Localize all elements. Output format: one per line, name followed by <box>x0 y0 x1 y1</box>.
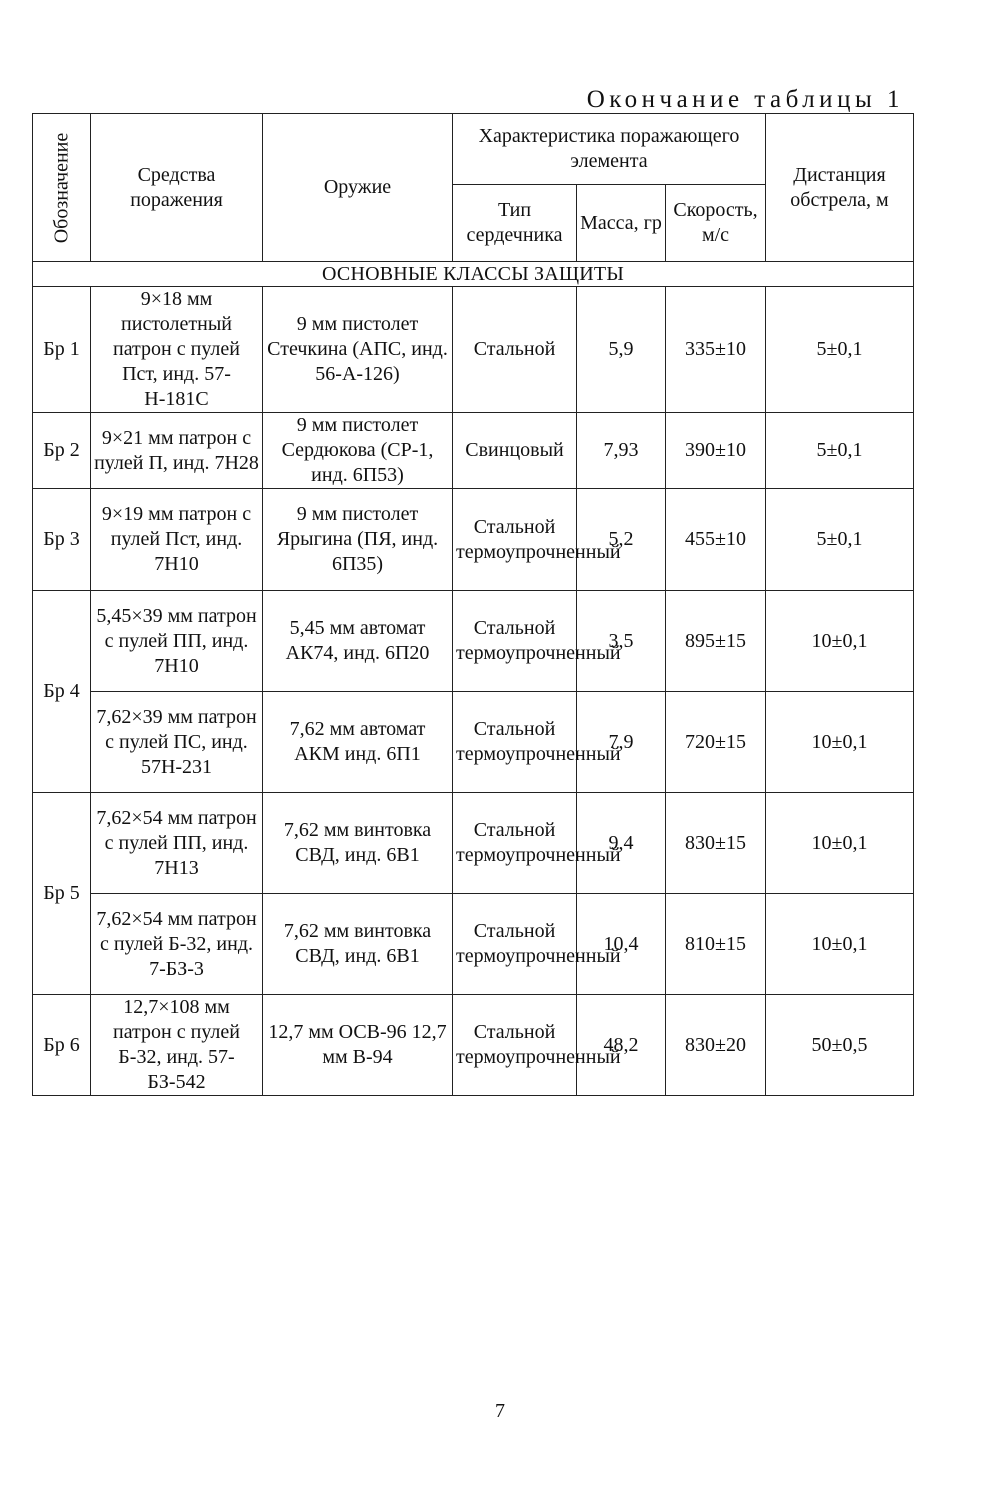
weapon-cell: 5,45 мм автомат АК74, инд. 6П20 <box>263 591 453 692</box>
page-number: 7 <box>495 1400 505 1422</box>
weapon-cell: 9 мм пистолет Стечкина (АПС, инд. 56-А-126) <box>263 287 453 413</box>
distance-cell: 10±0,1 <box>766 692 914 793</box>
core-cell: Стальной термоупрочненный <box>453 489 577 591</box>
speed-cell: 720±15 <box>666 692 766 793</box>
core-cell: Стальной термоупрочненный <box>453 692 577 793</box>
mass-cell: 48,2 <box>577 995 666 1096</box>
class-cell: Бр 1 <box>33 287 91 413</box>
core-cell: Стальной термоупрочненный <box>453 995 577 1096</box>
speed-cell: 455±10 <box>666 489 766 591</box>
table-row <box>33 995 914 1096</box>
table-row <box>33 413 914 489</box>
speed-cell: 810±15 <box>666 894 766 995</box>
mass-cell: 9,4 <box>577 793 666 894</box>
core-cell: Стальной <box>453 287 577 413</box>
header-designation: Обозначение <box>33 114 91 262</box>
class-cell: Бр 6 <box>33 995 91 1096</box>
header-core-type: Тип сердечника <box>453 185 577 262</box>
class-cell: Бр 4 <box>33 591 91 793</box>
means-cell: 7,62×54 мм патрон с пулей ПП, инд. 7Н13 <box>91 793 263 894</box>
means-cell: 5,45×39 мм патрон с пулей ПП, инд. 7Н10 <box>91 591 263 692</box>
table-row <box>33 591 914 692</box>
means-cell: 7,62×54 мм патрон с пулей Б-32, инд. 7-БЗ-3 <box>91 894 263 995</box>
speed-cell: 895±15 <box>666 591 766 692</box>
means-cell: 7,62×39 мм патрон с пулей ПС, инд. 57Н-231 <box>91 692 263 793</box>
mass-cell: 5,2 <box>577 489 666 591</box>
speed-cell: 830±20 <box>666 995 766 1096</box>
speed-cell: 830±15 <box>666 793 766 894</box>
table-row <box>33 489 914 591</box>
weapon-cell: 7,62 мм винтовка СВД, инд. 6В1 <box>263 793 453 894</box>
header-speed: Скорость, м/с <box>666 185 766 262</box>
table-caption: Окончание таблицы 1 <box>586 86 904 113</box>
table-row <box>33 692 914 793</box>
class-cell: Бр 3 <box>33 489 91 591</box>
header-mass: Масса, гр <box>577 185 666 262</box>
speed-cell: 335±10 <box>666 287 766 413</box>
header-weapon: Оружие <box>263 114 453 262</box>
means-cell: 9×21 мм патрон с пулей П, инд. 7Н28 <box>91 413 263 489</box>
distance-cell: 10±0,1 <box>766 793 914 894</box>
table-row <box>33 793 914 894</box>
mass-cell: 7,93 <box>577 413 666 489</box>
mass-cell: 10,4 <box>577 894 666 995</box>
mass-cell: 5,9 <box>577 287 666 413</box>
speed-cell: 390±10 <box>666 413 766 489</box>
table-row <box>33 287 914 413</box>
mass-cell: 7,9 <box>577 692 666 793</box>
section-title: ОСНОВНЫЕ КЛАССЫ ЗАЩИТЫ <box>33 262 914 287</box>
distance-cell: 10±0,1 <box>766 591 914 692</box>
header-characteristic: Характеристика поражающего элемента <box>453 114 766 185</box>
header-distance: Дистанция обстрела, м <box>766 114 914 262</box>
distance-cell: 50±0,5 <box>766 995 914 1096</box>
core-cell: Стальной термоупрочненный <box>453 793 577 894</box>
distance-cell: 5±0,1 <box>766 413 914 489</box>
means-cell: 9×18 мм пистолетный патрон с пулей Пст, инд. 57-Н-181С <box>91 287 263 413</box>
protection-classes-table <box>32 113 914 1096</box>
mass-cell: 3,5 <box>577 591 666 692</box>
class-cell: Бр 5 <box>33 793 91 995</box>
weapon-cell: 7,62 мм автомат АКМ инд. 6П1 <box>263 692 453 793</box>
weapon-cell: 12,7 мм ОСВ-96 12,7 мм В-94 <box>263 995 453 1096</box>
table-row <box>33 894 914 995</box>
weapon-cell: 9 мм пистолет Ярыгина (ПЯ, инд. 6П35) <box>263 489 453 591</box>
distance-cell: 5±0,1 <box>766 287 914 413</box>
core-cell: Стальной термоупрочненный <box>453 591 577 692</box>
means-cell: 12,7×108 мм патрон с пулей Б-32, инд. 57-БЗ-542 <box>91 995 263 1096</box>
means-cell: 9×19 мм патрон с пулей Пст, инд. 7Н10 <box>91 489 263 591</box>
distance-cell: 10±0,1 <box>766 894 914 995</box>
header-means: Средства поражения <box>91 114 263 262</box>
class-cell: Бр 2 <box>33 413 91 489</box>
section-row <box>33 262 914 287</box>
weapon-cell: 7,62 мм винтовка СВД, инд. 6В1 <box>263 894 453 995</box>
header-row <box>33 114 914 185</box>
core-cell: Стальной термоупрочненный <box>453 894 577 995</box>
weapon-cell: 9 мм пистолет Сердюкова (СР-1, инд. 6П53) <box>263 413 453 489</box>
core-cell: Свинцовый <box>453 413 577 489</box>
distance-cell: 5±0,1 <box>766 489 914 591</box>
